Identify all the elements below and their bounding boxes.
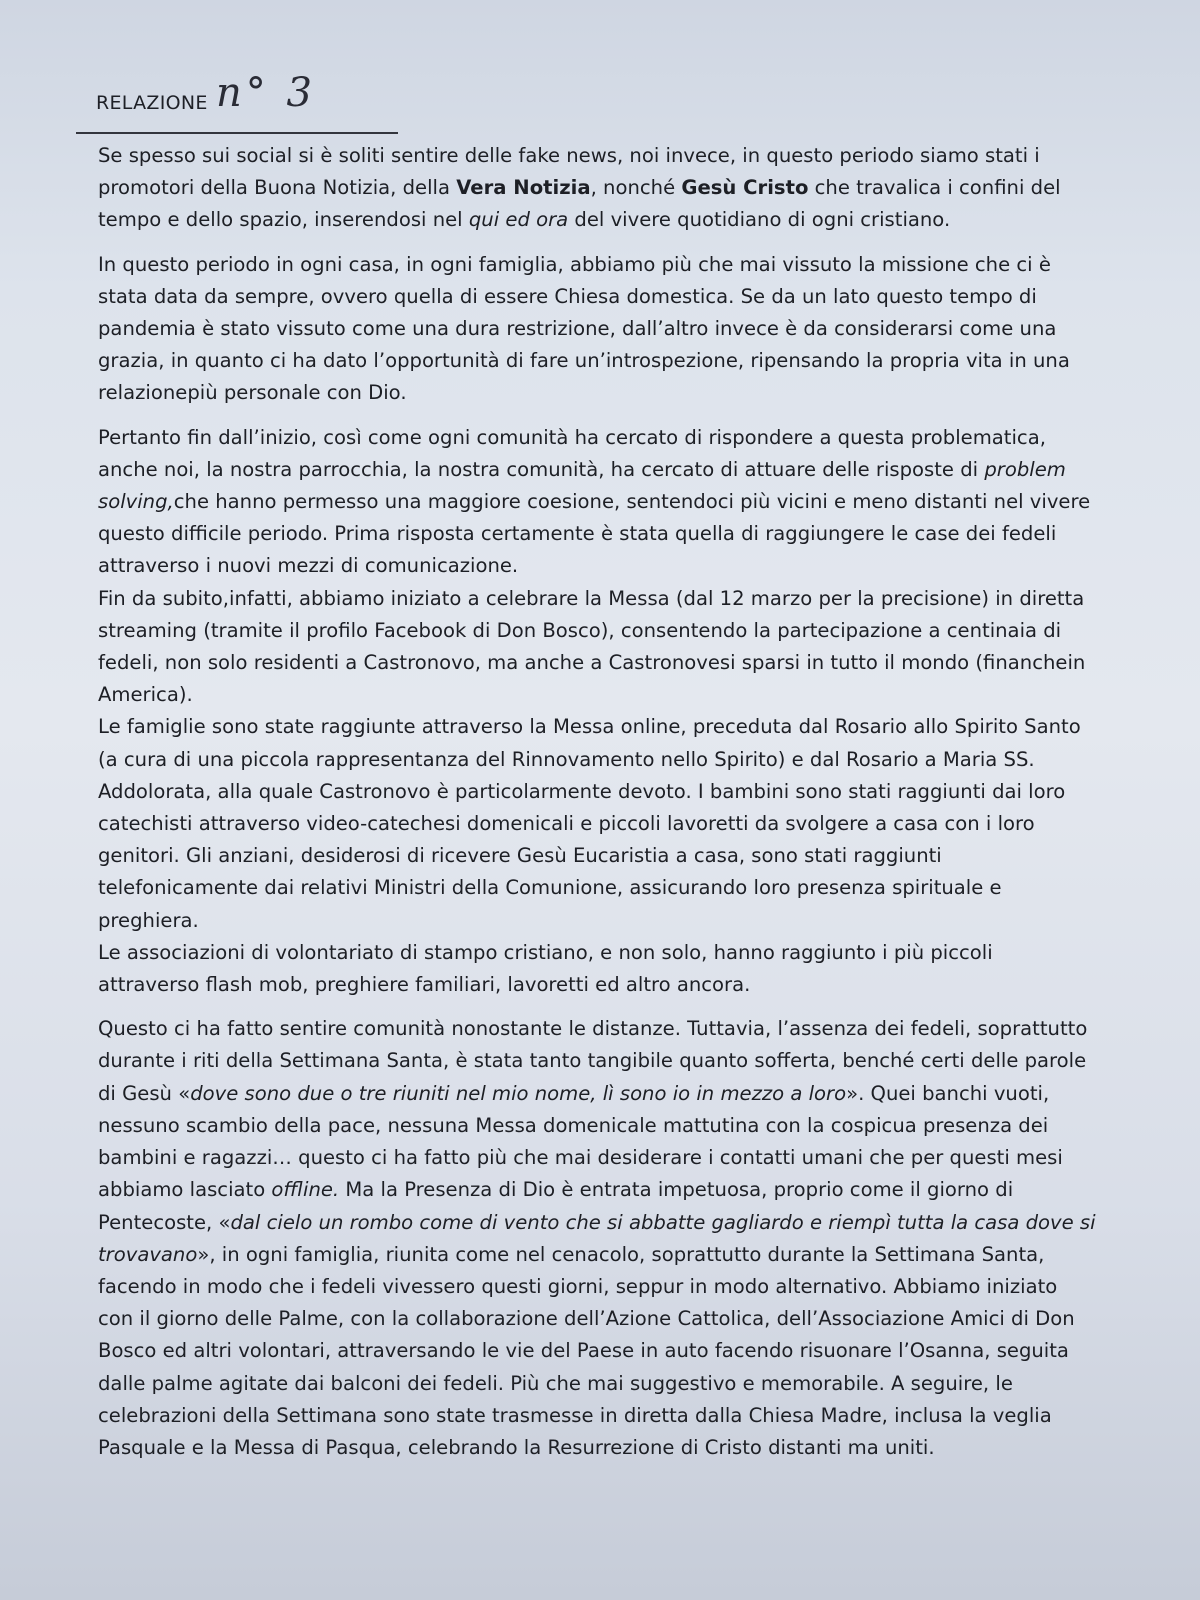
paragraph — [98, 711, 1098, 936]
paragraph-spacer — [98, 1001, 1098, 1013]
document-body — [98, 140, 1098, 1464]
text-run: Le famiglie sono state raggiunte attraverso la Messa online, preceduta dal Rosario allo Spirito Santo (a cura di una piccola rappresentanza del Rinnovamento nello Spirito) e dal Rosario a Maria SS. Addolorata, alla quale Castronovo è particolarmente devoto. I bambini sono stati raggiunti dai loro catechisti attraverso video-catechesi domenicali e piccoli lavoretti da svolgere a casa con i loro genitori. Gli anziani, desiderosi di ricevere Gesù Eucaristia a casa, sono stati raggiunti telefonicamente dai relativi Ministri della Comunione, assicurando loro presenza spirituale e preghiera. — [98, 715, 1081, 932]
paragraph-spacer — [98, 410, 1098, 422]
paragraph — [98, 422, 1098, 583]
bold-text: Vera Notizia — [456, 176, 591, 200]
paragraph-spacer — [98, 237, 1098, 249]
text-run: Se spesso sui social si è soliti sentire delle fake news, noi invece, in questo periodo siamo stati i promotori della Buona Notizia, della — [98, 144, 1040, 200]
text-run: Questo ci ha fatto sentire comunità nonostante le distanze. Tuttavia, l’assenza dei fedeli, soprattutto durante i riti della Settimana Santa, è stata tanto tangibile quanto sofferta, benché certi delle parole di Gesù « — [98, 1017, 1088, 1105]
paragraph — [98, 583, 1098, 712]
handwritten-underline — [76, 132, 398, 134]
text-run: In questo periodo in ogni casa, in ogni famiglia, abbiamo più che mai vissuto la missione che ci è stata data da sempre, ovvero quella di essere Chiesa domestica. Se da un lato questo tempo di pandemia è stato vissuto come una dura restrizione, dall’altro invece è da considerarsi come una grazia, in quanto ci ha dato l’opportunità di fare un’introspezione, ripensando la propria vita in una relazionepiù personale con Dio. — [98, 252, 1070, 405]
text-run: che hanno permesso una maggiore coesione, sentendoci più vicini e meno distanti nel vivere questo difficile periodo. Prima risposta certamente è stata quella di raggiungere le case dei fedeli attraverso i nuovi mezzi di comunicazione. — [98, 490, 1091, 578]
text-run: Ma la Presenza di Dio è entrata impetuosa, proprio come il giorno di Pentecoste, « — [98, 1178, 1014, 1234]
text-run: del vivere quotidiano di ogni cristiano. — [568, 208, 951, 232]
text-run: Fin da subito,infatti, abbiamo iniziato a celebrare la Messa (dal 12 marzo per la precisione) in diretta streaming (tramite il profilo Facebook di Don Bosco), consentendo la partecipazione a centinaia di fedeli, non solo residenti a Castronovo, ma anche a Castronovesi sparsi in tutto il mondo (financhein America). — [98, 586, 1086, 707]
text-run: », in ogni famiglia, riunita come nel cenacolo, soprattutto durante la Settimana Santa, facendo in modo che i fedeli vivessero questi giorni, seppur in modo alternativo. Abbiamo iniziato con il giorno delle Palme, con la collaborazione dell’Azione Cattolica, dell’Associazione Amici di Don Bosco ed altri volontari, attraversando le vie del Paese in auto facendo risuonare l’Osanna, seguita dalle palme agitate dai balconi dei fedeli. Più che mai suggestivo e memorabile. A seguire, le celebrazioni della Settimana sono state trasmesse in diretta dalla Chiesa Madre, inclusa la veglia Pasquale e la Messa di Pasqua, celebrando la Resurrezione di Cristo distanti ma uniti. — [98, 1242, 1075, 1459]
paragraph — [98, 140, 1098, 237]
paragraph — [98, 1013, 1098, 1464]
italic-text: dal cielo un rombo come di vento che si abbatte gagliardo e riempì tutta la casa dove si trovavano — [98, 1210, 1096, 1266]
italic-text: dove sono due o tre riuniti nel mio nome, lì sono io in mezzo a loro — [190, 1081, 847, 1105]
text-run: Le associazioni di volontariato di stampo cristiano, e non solo, hanno raggiunto i più piccoli attraverso flash mob, preghiere familiari, lavoretti ed altro ancora. — [98, 940, 993, 997]
document-header — [96, 70, 406, 140]
handwritten-number: n° 3 — [216, 70, 316, 116]
text-run: Pertanto fin dall’inizio, così come ogni comunità ha cercato di rispondere a questa problematica, anche noi, la nostra parrocchia, la nostra comunità, ha cercato di attuare delle risposte di — [98, 425, 1046, 481]
document-title: RELAZIONE — [96, 92, 208, 114]
text-run: che travalica i confini del tempo e dello spazio, inserendosi nel — [98, 176, 1061, 232]
bold-text: Gesù Cristo — [681, 176, 809, 200]
text-run: , nonché — [590, 176, 682, 200]
italic-text: offline. — [271, 1178, 340, 1202]
paragraph — [98, 249, 1098, 410]
italic-text: problem solving, — [98, 457, 1066, 514]
paragraph — [98, 937, 1098, 1001]
italic-text: qui ed ora — [468, 208, 569, 232]
text-run: ». Quei banchi vuoti, nessuno scambio della pace, nessuna Messa domenicale mattutina con la cospicua presenza dei bambini e ragazzi… questo ci ha fatto più che mai desiderare i contatti umani che per questi mesi abbiamo lasciato — [98, 1081, 1063, 1202]
